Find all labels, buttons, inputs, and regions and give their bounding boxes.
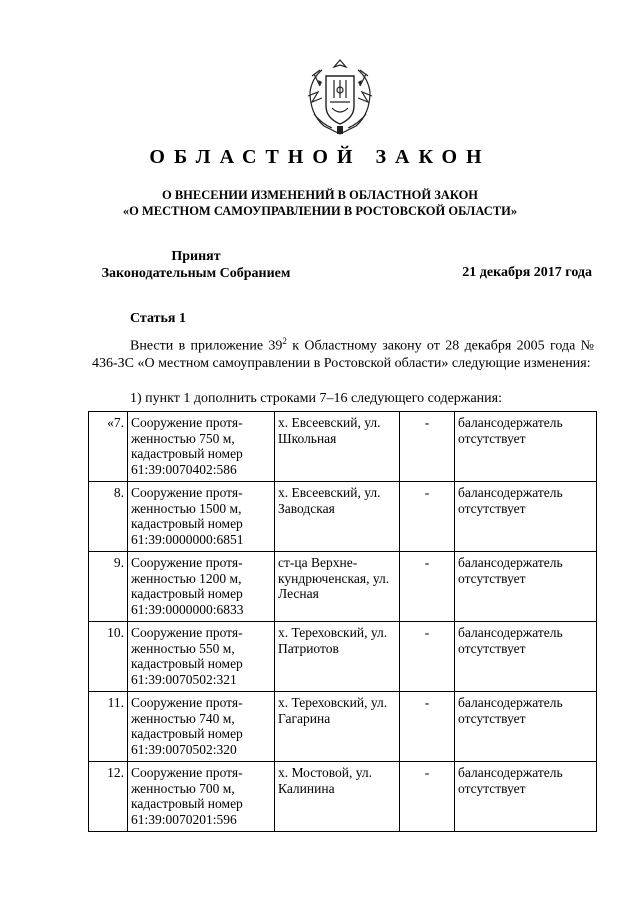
balance-holder: балансодержатель отсутствует xyxy=(455,692,597,762)
adoption-date: 21 декабря 2017 года xyxy=(462,265,592,280)
table-row xyxy=(89,762,597,832)
empty-marker: - xyxy=(400,762,455,832)
objects-table xyxy=(88,411,597,832)
article-intro xyxy=(92,333,594,372)
object-location: ст-ца Верхне-кундрюченская, ул. Лесная xyxy=(275,552,400,622)
balance-holder: балансодержатель отсутствует xyxy=(455,762,597,832)
object-location: х. Мостовой, ул. Калинина xyxy=(275,762,400,832)
row-number: 12. xyxy=(89,762,128,832)
adopted-by: Законодательным Собранием xyxy=(101,266,291,281)
empty-marker: - xyxy=(400,622,455,692)
table-row xyxy=(89,552,597,622)
row-number: 10. xyxy=(89,622,128,692)
object-description: Сооружение протя-женностью 1200 м, кадастровый номер 61:39:0000000:6833 xyxy=(128,552,275,622)
row-number: 9. xyxy=(89,552,128,622)
coat-of-arms-icon xyxy=(300,56,380,138)
law-title: ОБЛАСТНОЙ ЗАКОН xyxy=(149,146,491,168)
object-description: Сооружение протя-женностью 550 м, кадастровый номер 61:39:0070502:321 xyxy=(128,622,275,692)
objects-table-body xyxy=(89,412,597,832)
empty-marker: - xyxy=(400,692,455,762)
subtitle-line-2: «О МЕСТНОМ САМОУПРАВЛЕНИИ В РОСТОВСКОЙ ОБЛАСТИ» xyxy=(122,204,518,218)
row-number: «7. xyxy=(89,412,128,482)
object-description: Сооружение протя-женностью 700 м, кадастровый номер 61:39:0070201:596 xyxy=(128,762,275,832)
object-location: х. Тереховский, ул. Гагарина xyxy=(275,692,400,762)
adopted-label: Принят xyxy=(171,249,221,264)
article-heading: Статья 1 xyxy=(130,311,186,326)
balance-holder: балансодержатель отсутствует xyxy=(455,482,597,552)
table-row xyxy=(89,482,597,552)
empty-marker: - xyxy=(400,412,455,482)
article-item-1: 1) пункт 1 дополнить строками 7–16 следующего содержания: xyxy=(130,391,502,406)
row-number: 11. xyxy=(89,692,128,762)
intro-text-b: к Областному закону от 28 декабря 2005 года № 436-ЗС «О местном самоуправлении в Ростовской области» следующие изменения: xyxy=(92,338,594,371)
table-row xyxy=(89,412,597,482)
object-description: Сооружение протя-женностью 740 м, кадастровый номер 61:39:0070502:320 xyxy=(128,692,275,762)
adoption-block xyxy=(96,248,296,282)
table-row xyxy=(89,692,597,762)
object-description: Сооружение протя-женностью 750 м, кадастровый номер 61:39:0070402:586 xyxy=(128,412,275,482)
object-location: х. Евсеевский, ул. Школьная xyxy=(275,412,400,482)
empty-marker: - xyxy=(400,482,455,552)
balance-holder: балансодержатель отсутствует xyxy=(455,552,597,622)
object-description: Сооружение протя-женностью 1500 м, кадастровый номер 61:39:0000000:6851 xyxy=(128,482,275,552)
subtitle-line-1: О ВНЕСЕНИИ ИЗМЕНЕНИЙ В ОБЛАСТНОЙ ЗАКОН xyxy=(161,188,479,202)
intro-text-a: Внести в приложение 39 xyxy=(130,338,283,354)
balance-holder: балансодержатель отсутствует xyxy=(455,412,597,482)
law-subtitle xyxy=(0,187,640,219)
balance-holder: балансодержатель отсутствует xyxy=(455,622,597,692)
empty-marker: - xyxy=(400,552,455,622)
object-location: х. Евсеевский, ул. Заводская xyxy=(275,482,400,552)
row-number: 8. xyxy=(89,482,128,552)
object-location: х. Тереховский, ул. Патриотов xyxy=(275,622,400,692)
intro-superscript: 2 xyxy=(282,336,287,346)
table-row xyxy=(89,622,597,692)
